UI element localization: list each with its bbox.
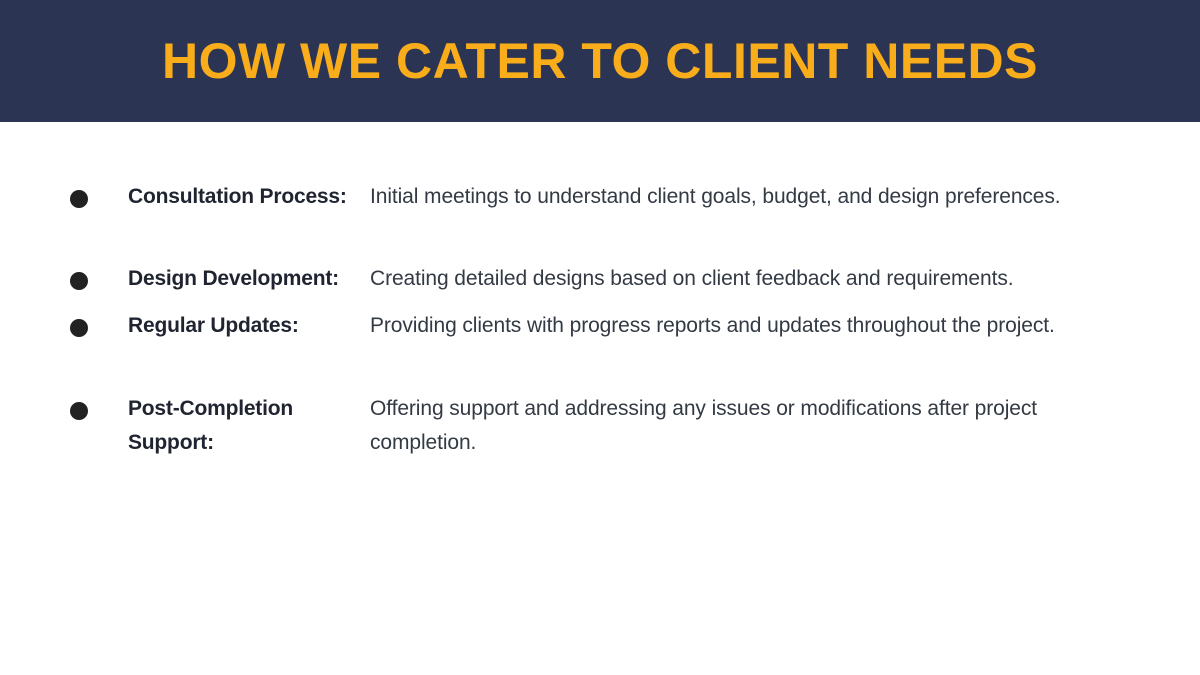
- bullet-dot-icon: [70, 319, 88, 337]
- bullet-dot-icon: [70, 272, 88, 290]
- bullet-dot-icon: [70, 190, 88, 208]
- list-item-description: Creating detailed designs based on client feedback and requirements.: [370, 267, 1014, 291]
- list-item: [0, 262, 1200, 296]
- spacer: [0, 343, 1200, 392]
- list-item-term: Post-Completion Support:: [128, 397, 293, 455]
- list-item: [0, 309, 1200, 343]
- page-title: HOW WE CATER TO CLIENT NEEDS: [161, 32, 1039, 89]
- spacer: [0, 296, 1200, 309]
- title-banner: [0, 0, 1200, 122]
- list-item-term: Regular Updates:: [128, 314, 299, 338]
- bullet-dot-icon: [70, 402, 88, 420]
- list-item-description: Initial meetings to understand client goals, budget, and design preferences.: [370, 185, 1061, 208]
- list-item-term: Consultation Process:: [128, 185, 347, 208]
- bullet-list: [0, 180, 1200, 460]
- list-item-term: Design Development:: [128, 267, 339, 291]
- list-item: [0, 180, 1200, 214]
- list-item: [0, 392, 1200, 460]
- list-item-description: Offering support and addressing any issues or modifications after project completion.: [370, 397, 1038, 455]
- list-item-description: Providing clients with progress reports and updates throughout the project.: [370, 314, 1055, 338]
- spacer: [0, 214, 1200, 262]
